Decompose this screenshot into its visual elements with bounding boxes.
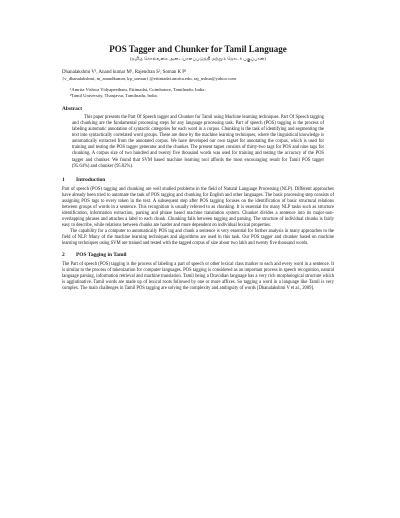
- section-title: Introduction: [76, 176, 106, 183]
- section-number: 1: [62, 176, 65, 183]
- section-number: 2: [62, 252, 65, 259]
- affiliation-1: ¹Amrita Vishwa Vidyapeetham, Ettimadai, Coimbatore, Tamilnadu, India.: [70, 87, 206, 93]
- section-heading-pos-tagging: [62, 252, 334, 259]
- section-title: POS Tagging in Tamil: [76, 252, 127, 259]
- section-heading-introduction: [62, 177, 334, 184]
- author-list: Dhanalakshmi V¹, Anand kumar M¹, Rajendran S², Soman K P¹: [62, 70, 187, 75]
- pos-paragraph-1: The Part of speech (POS) tagging is the process of labeling a part of speech or other lexical class marker to each and every word in a sentence. It is similar to the process of tokenization for computer languages. POS tagging is considered as an important process in speech recognition, natural language parsing, information retrieval and machine translation. Tamil being a Dravidian language has a very rich morphological structure which is agglutinative. Tamil words are made up of lexical roots followed by one or more affixes. So tagging a word in a language like Tamil is very complex. The main challenges in Tamil POS tagging are solving the complexity and ambiguity of words [Dhanalakshmi V et al., 2009].: [62, 262, 334, 292]
- author-emails: {v_dhanalakshmi, m_anandkumar, kp_soman} @ettimadai.amrita.edu, raj_ushus@yahoo.com: [62, 76, 236, 82]
- intro-paragraph-2: The capability for a computer to automatically POS tag and chunk a sentence is very essential for further analysis in many approaches to the field of NLP. Many of the machine learning techniques and algorithms are used in this task. Our POS tagger and chunker based on machine learning techniques using SVM are trained and tested with the tagged corpus of size about two lakh and twenty five thousand words.: [62, 228, 334, 247]
- intro-paragraph-1: Part of speech (POS) tagging and chunking are well studied problems in the field of Natural Language Processing (NLP). Different approaches have already been tried to automate the task of POS tagging and chunking for English and other languages. The basic processing step consists of assigning POS tags to every token in the text. A subsequent step after POS tagging focuses on the identification of basic structural relations between groups of words in a sentence. This recognition is usually referred to as chunking. It is essential for many NLP tasks such as structure identification, information extraction, parsing and phrase based machine translation system. Chunker divides a sentence into its major-non-overlapping phrases and attaches a label to each chunk. Chunking falls between tagging and parsing. The structure of individual chunks is fairly easy to describe, while relations between chunks are harder and more dependent on individual lexical properties.: [62, 186, 334, 228]
- abstract-heading: Abstract: [62, 106, 83, 113]
- paper-subtitle-tamil: (தமிழ் சொல்வகை அடையாளப்படுத்தி மற்றும் தொடர் பகுப்பான்): [130, 56, 266, 61]
- paper-title: POS Tagger and Chunker for Tamil Language: [109, 44, 287, 54]
- affiliation-2: ²Tamil University, Thanjavur, Tamilnadu, India.: [70, 93, 158, 99]
- abstract-text: This paper presents the Part Of Speech tagger and Chunker for Tamil using Machine learning techniques. Part Of Speech tagging and chunking are the fundamental processing steps for any language processing task. Part of speech (POS) tagging is the process of labeling automatic annotation of syntactic categories for each word in a corpus. Chunking is the task of identifying and segmenting the text into syntactically correlated word groups. These are done by the machine learning techniques, where the linguistical knowledge is automatically extracted from the annotated corpus. We have developed our own tagset for annotating the corpus, which is used for training and testing the POS tagger generator and the chunker. The present tagset consists of thirty-two tags for POS and nine tags for chunking. A corpus size of two hundred and twenty five thousand words was used for training and testing the accuracy of the POS tagger and chunker. We found that SVM based machine learning tool affords the most encouraging result for Tamil POS tagger (95.64%) and chunker (95.82%).: [72, 115, 324, 169]
